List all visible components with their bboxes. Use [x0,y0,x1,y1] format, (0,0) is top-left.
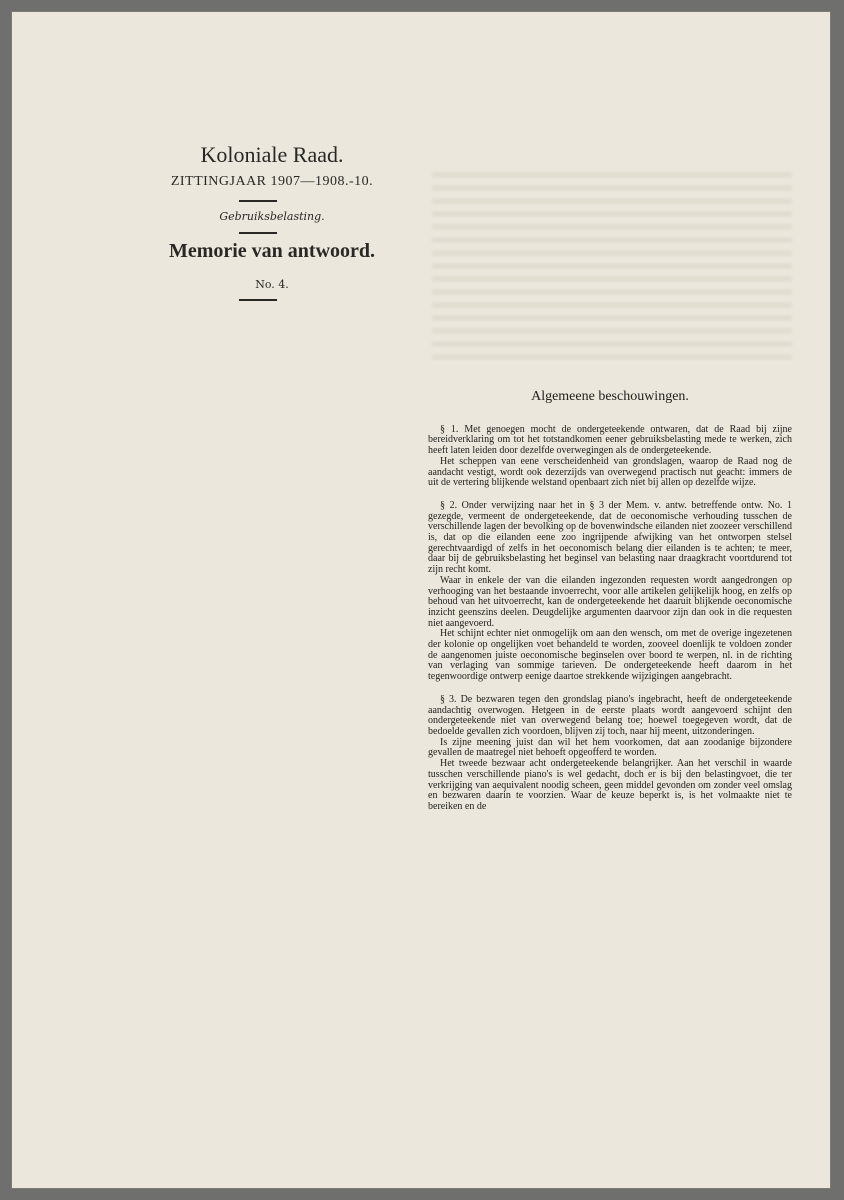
section-heading: Algemeene beschouwingen. [531,389,689,404]
paragraph: Is zijne meening juist dan wil het hem voorkomen, dat aan zoodanige bijzondere gevallen de maatregel niet behoeft opgeofferd te worden. [428,736,792,759]
document-page [12,12,830,1188]
document-number: No. 4. [255,278,289,291]
divider [239,232,277,234]
session-year: ZITTINGJAAR 1907—1908.-10. [170,174,374,189]
paragraph: § 2. Onder verwijzing naar het in § 3 der Mem. v. antw. betreffende ontw. No. 1 gezegde, vermeent de ondergeteekende, dat de oeconomische verhouding tusschen de verschillende lagen der bevolking op de bovenwindsche eilanden niet zoozeer verschillend is, dat op die eilanden eene zoo ingrijpende afwijking van het ontworpen stelsel gerechtvaardigd of zelfs in het oeconomisch belang dier eilanden is te achten; te meer, daar bij de gebruiksbelasting het beginsel van belasting naar draagkracht voortdurend tot zijn recht komt. [428,499,792,576]
bleed-through-text [432,172,792,362]
body-text [428,389,792,813]
divider [239,200,277,202]
paragraph: Het scheppen van eene verscheidenheid van grondslagen, waarop de Raad nog de aandacht vestigt, wordt ook dezerzijds van overwegend practisch nut geacht: immers de uit de vertering blijkende welstand openbaart zich niet bij allen op dezelfde wijze. [428,455,792,489]
paragraph: Waar in enkele der van die eilanden ingezonden requesten wordt aangedrongen op verhooging van het bestaande invoerrecht, voor alle artikelen gelijkelijk hoog, en zelfs op behoud van het uitvoerrecht, kan de ondergeteekende het daaruit blijkende oeconomische inzicht geenszins deelen. Deugdelijke argumenten daarvoor zijn dan ook in die requesten niet aangevoerd. [428,574,792,629]
paragraph: § 3. De bezwaren tegen den grondslag piano's ingebracht, heeft de ondergeteekende aandachtig overwogen. Hetgeen in de eerste plaats wordt aangevoerd schijnt den ondergeteekende niet van overwegend belang toe; hoewel toegegeven wordt, dat de bedoelde gevallen zich voordoen, blijven zij toch, naar hij meent, uitzonderingen. [428,693,792,737]
paragraph: Het schijnt echter niet onmogelijk om aan den wensch, om met de overige ingezetenen der kolonie op ongelijken voet behandeld te worden, zooveel doenlijk te voldoen zonder de aangenomen juiste oeconomische beginselen over boord te werpen, nl. in de richting van verlaging van sommige tarieven. De ondergeteekende heeft daarom in het tegenwoordige ontwerp eenige daartoe strekkende wijzigingen aangebracht. [428,628,792,683]
document-type: Memorie van antwoord. [168,240,376,262]
council-title: Koloniale Raad. [200,142,344,167]
subject-label: Gebruiksbelasting. [219,210,325,223]
paragraph: § 1. Met genoegen mocht de ondergeteekende ontwaren, dat de Raad bij zijne bereidverklaring om tot het totstandkomen eener gebruiksbelasting mede te werken, zich heeft laten leiden door dezelfde overwegingen als de ondergeteekende. [428,423,792,457]
divider [239,299,277,301]
paragraph: Het tweede bezwaar acht ondergeteekende belangrijker. Aan het verschil in waarde tusschen verschillende piano's is wel gedacht, doch er is bij den belastingvoet, die ter verkrijging van aequivalent noodig scheen, geen middel gevonden om zonder veel omslag en bezwaren daarin te voorzien. Waar de keuze beperkt is, is het volmaakte niet te bereiken en de [428,758,792,812]
